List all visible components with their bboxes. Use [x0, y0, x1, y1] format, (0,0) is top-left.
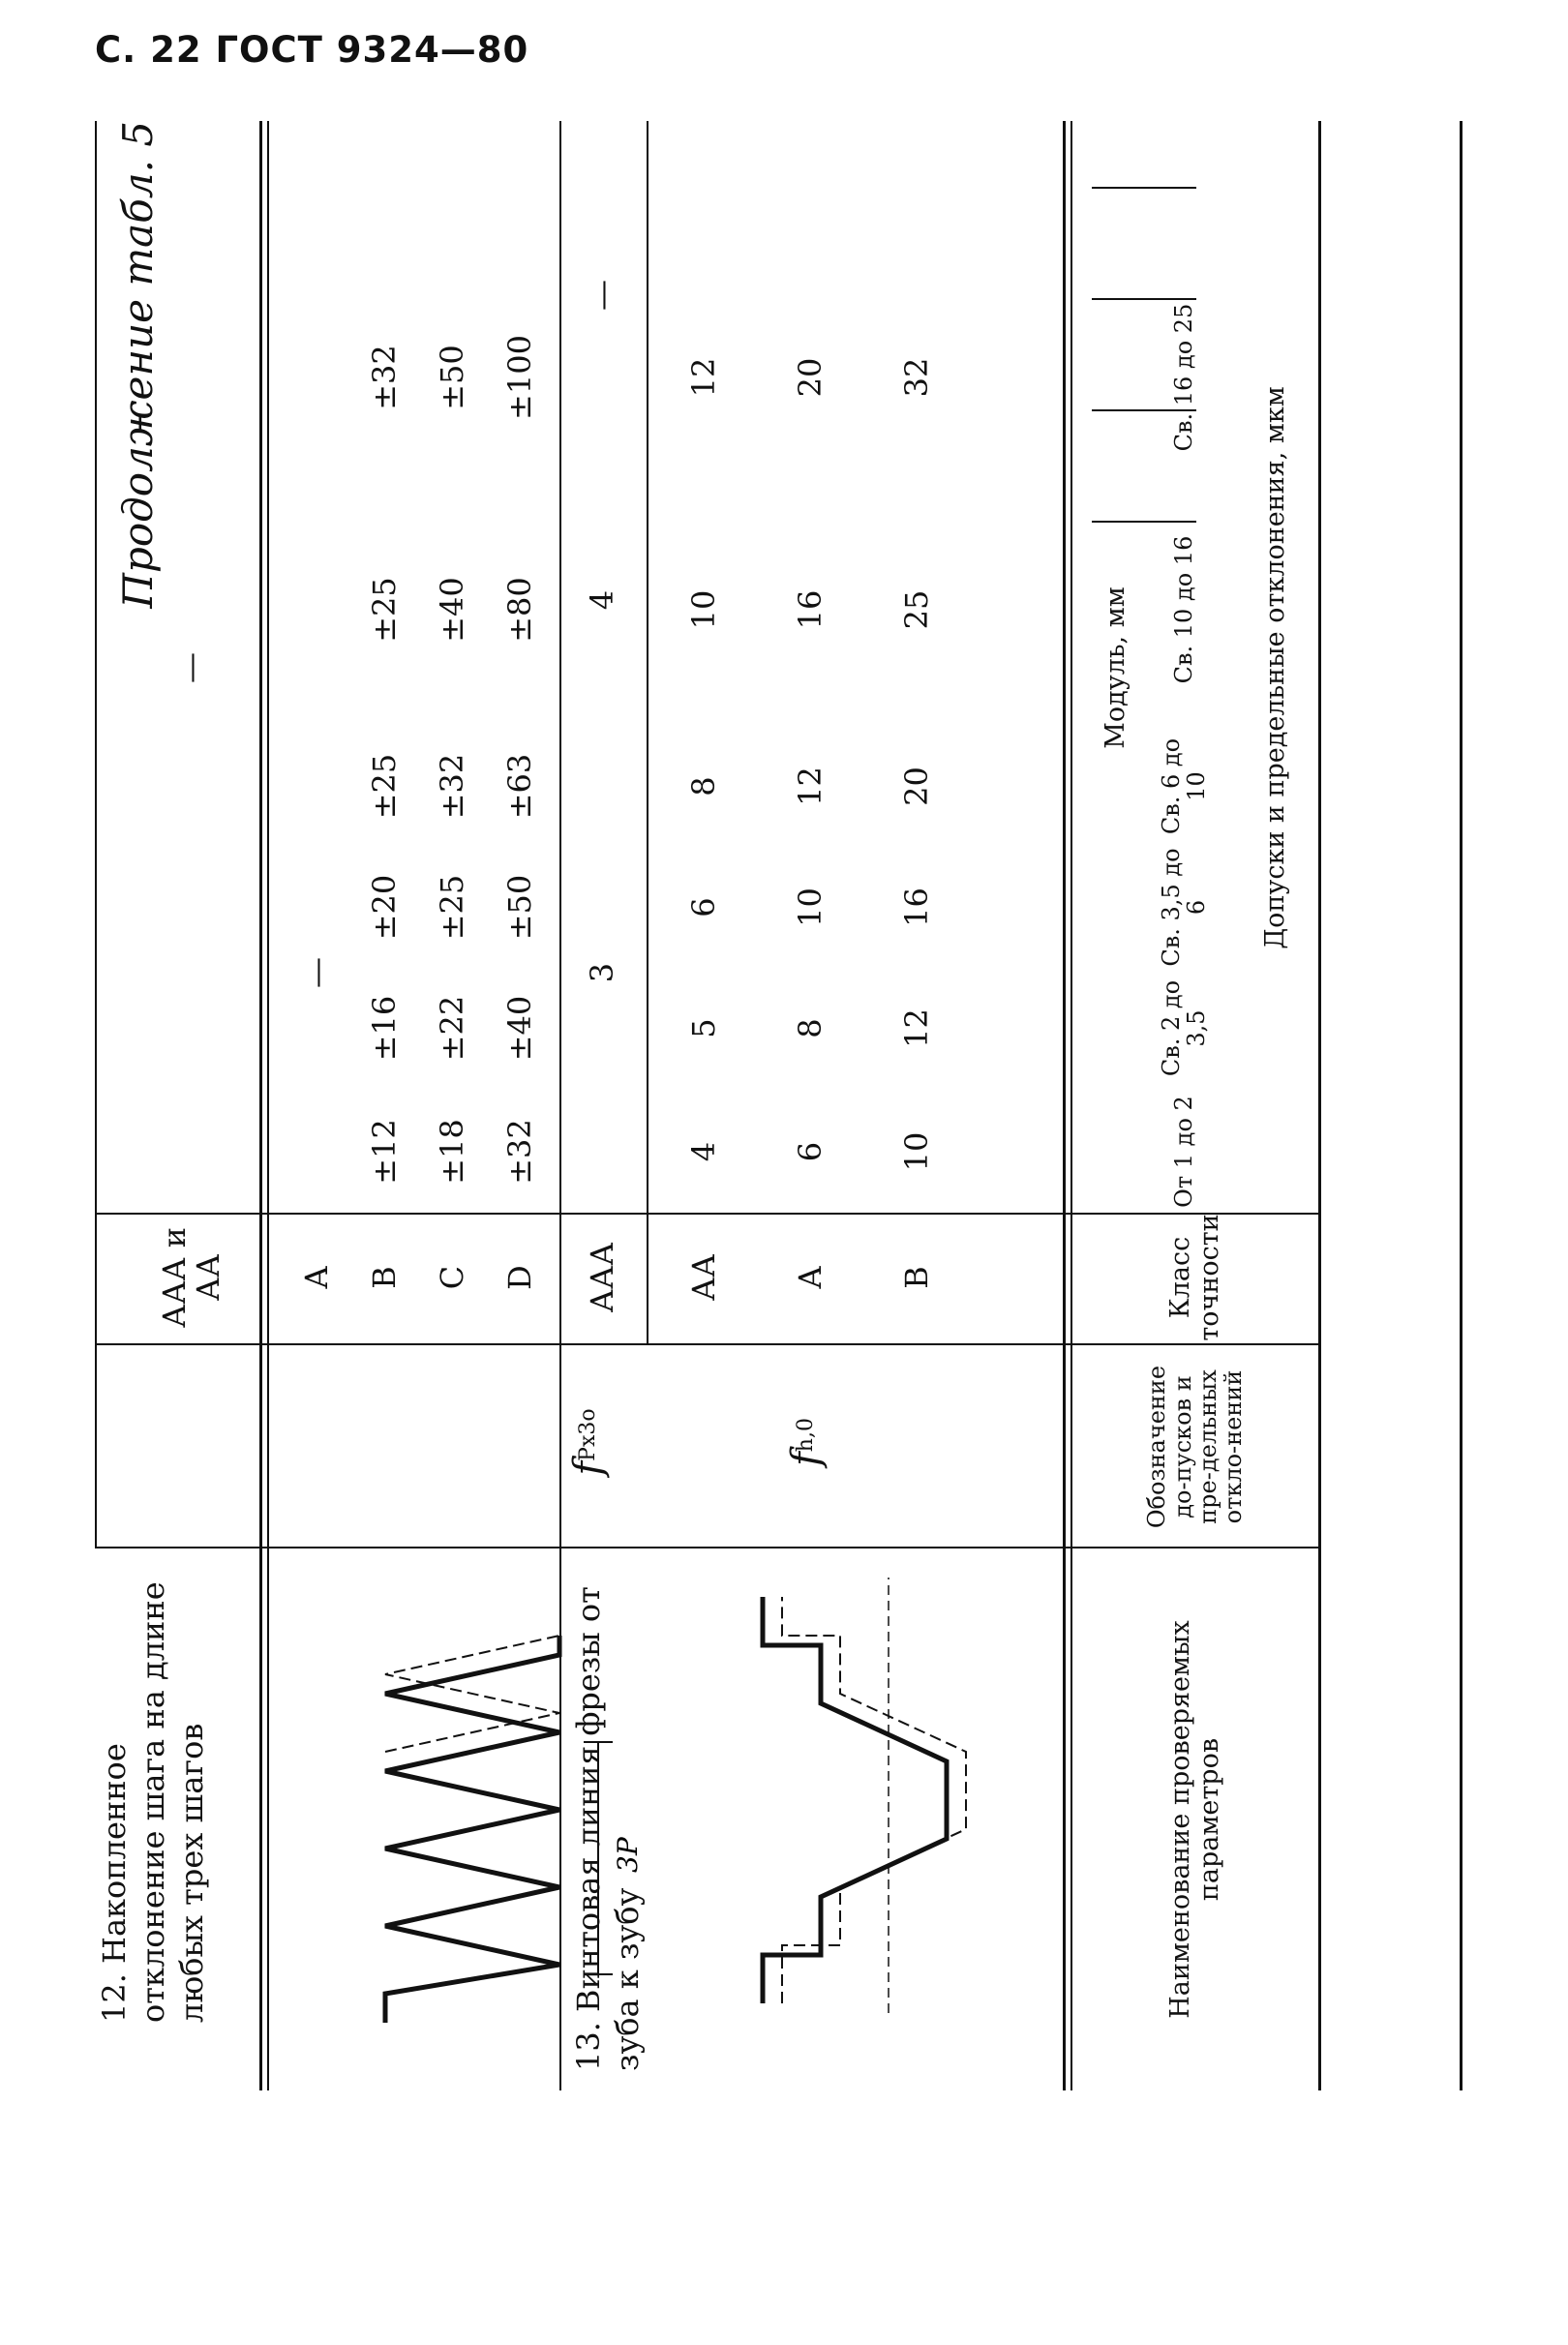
- row-12-class-a: А: [298, 1265, 336, 1290]
- row-12-class-d: D: [501, 1265, 539, 1290]
- row-12-c-v4: ±32: [434, 753, 471, 820]
- table-left-edge: [1318, 121, 1321, 2090]
- row-13-diagram: [705, 1558, 1053, 2032]
- row-13-b-v3: 16: [898, 887, 936, 927]
- row-12-b-v6: ±32: [366, 345, 404, 410]
- row-13-aaa-v1: 3: [584, 962, 621, 983]
- row-12-d-v5: ±80: [501, 577, 539, 643]
- row-13-a-v4: 12: [792, 767, 829, 806]
- row-12-c-v3: ±25: [434, 874, 471, 941]
- row-12-b-v2: ±16: [366, 995, 404, 1062]
- header-module: Модуль, мм: [1101, 586, 1131, 749]
- row-13-label: 13. Винтовая линия фрезы от зуба к зубу: [570, 1586, 646, 2071]
- row-12-b-v4: ±25: [366, 753, 404, 820]
- row-13-a-v1: 6: [792, 1141, 829, 1162]
- row-13-aa-v2: 5: [685, 1018, 723, 1038]
- row-12-label: 12. Накопленное отклонение шага на длине любых трех шагов: [96, 1581, 210, 2023]
- module-range-6: Св. 16 до 25: [1169, 303, 1197, 452]
- row-12-aaa-aa-dash: —: [172, 652, 210, 683]
- row-12-c-v1: ±18: [434, 1119, 471, 1185]
- row-13-a-v2: 8: [792, 1018, 829, 1038]
- header-accuracy-class: Класс точности: [1165, 1214, 1224, 1341]
- row-13-aa-v5: 10: [685, 589, 723, 630]
- row-13-aa-v6: 12: [685, 357, 723, 398]
- row-13-aaa-v2: 4: [584, 589, 621, 611]
- row-13-b-v4: 20: [898, 767, 936, 806]
- row-12-designation: f Px3o: [566, 1408, 611, 1476]
- row-12-class-aaa-aa: ААА и АА: [155, 1226, 226, 1329]
- row-12-class-c: С: [434, 1265, 471, 1290]
- row-13-class-aa: АА: [685, 1253, 723, 1302]
- row-13-b-v6: 32: [898, 357, 936, 398]
- row-13-b-v1: 10: [898, 1131, 936, 1172]
- row-12-c-v2: ±22: [434, 995, 471, 1062]
- row-13-designation: f h,0: [784, 1418, 829, 1466]
- row-13-aaa-dash: —: [584, 280, 621, 311]
- module-range-1: От 1 до 2: [1169, 1096, 1197, 1208]
- row-13-aa-v4: 8: [685, 776, 723, 797]
- header-designation: Обозначение до-пусков и пре-дельных откло-нений: [1143, 1365, 1248, 1529]
- header-tolerances: Допуски и предельные отклонения, мкм: [1260, 386, 1291, 949]
- row-12-3p-label: 3P: [612, 1837, 644, 1873]
- module-range-4: Св. 6 до 10: [1157, 737, 1210, 835]
- row-13-aa-v1: 4: [685, 1141, 723, 1162]
- row-12-c-v6: ±50: [434, 345, 471, 410]
- table-caption: Продолжение табл. 5: [114, 121, 162, 609]
- row-12-class-b: В: [366, 1266, 404, 1289]
- rotated-table: [95, 121, 1460, 2090]
- row-13-b-v2: 12: [898, 1008, 936, 1048]
- module-subheader-rule: [1063, 121, 1065, 527]
- row-13-a-v6: 20: [792, 357, 829, 398]
- header-parameter: Наименование проверяемых параметров: [1165, 1620, 1224, 2019]
- row-12-b-v1: ±12: [366, 1119, 404, 1185]
- row-13-class-a: А: [792, 1265, 829, 1290]
- row-12-d-v2: ±40: [501, 995, 539, 1062]
- table-right-edge: [1460, 121, 1462, 2090]
- row-12-c-v5: ±40: [434, 577, 471, 643]
- row-12-d-v4: ±63: [501, 753, 539, 820]
- row-12-top: [95, 121, 97, 1548]
- row-12-d-v3: ±50: [501, 874, 539, 941]
- row-12-a-dash: —: [298, 957, 336, 988]
- row-13-a-v5: 16: [792, 589, 829, 630]
- module-range-3: Св. 3,5 до 6: [1157, 848, 1210, 967]
- row-13-class-b: В: [898, 1266, 936, 1289]
- row-13-top: [559, 121, 561, 2090]
- row-13-class-aaa: ААА: [584, 1242, 621, 1313]
- row-13-aaa-bottom: [647, 121, 648, 1345]
- row-13-b-v5: 25: [898, 589, 936, 630]
- row-12-b-v3: ±20: [366, 874, 404, 941]
- module-range-5: Св. 10 до 16: [1169, 535, 1197, 684]
- page-header: С. 22 ГОСТ 9324—80: [95, 29, 529, 71]
- row-12-d-v1: ±32: [501, 1119, 539, 1185]
- module-range-2: Св. 2 до 3,5: [1157, 979, 1210, 1077]
- row-13-aa-v3: 6: [685, 897, 723, 917]
- row-12-b-v5: ±25: [366, 577, 404, 643]
- row-13-a-v3: 10: [792, 887, 829, 927]
- row-12-d-v6: ±100: [501, 335, 539, 420]
